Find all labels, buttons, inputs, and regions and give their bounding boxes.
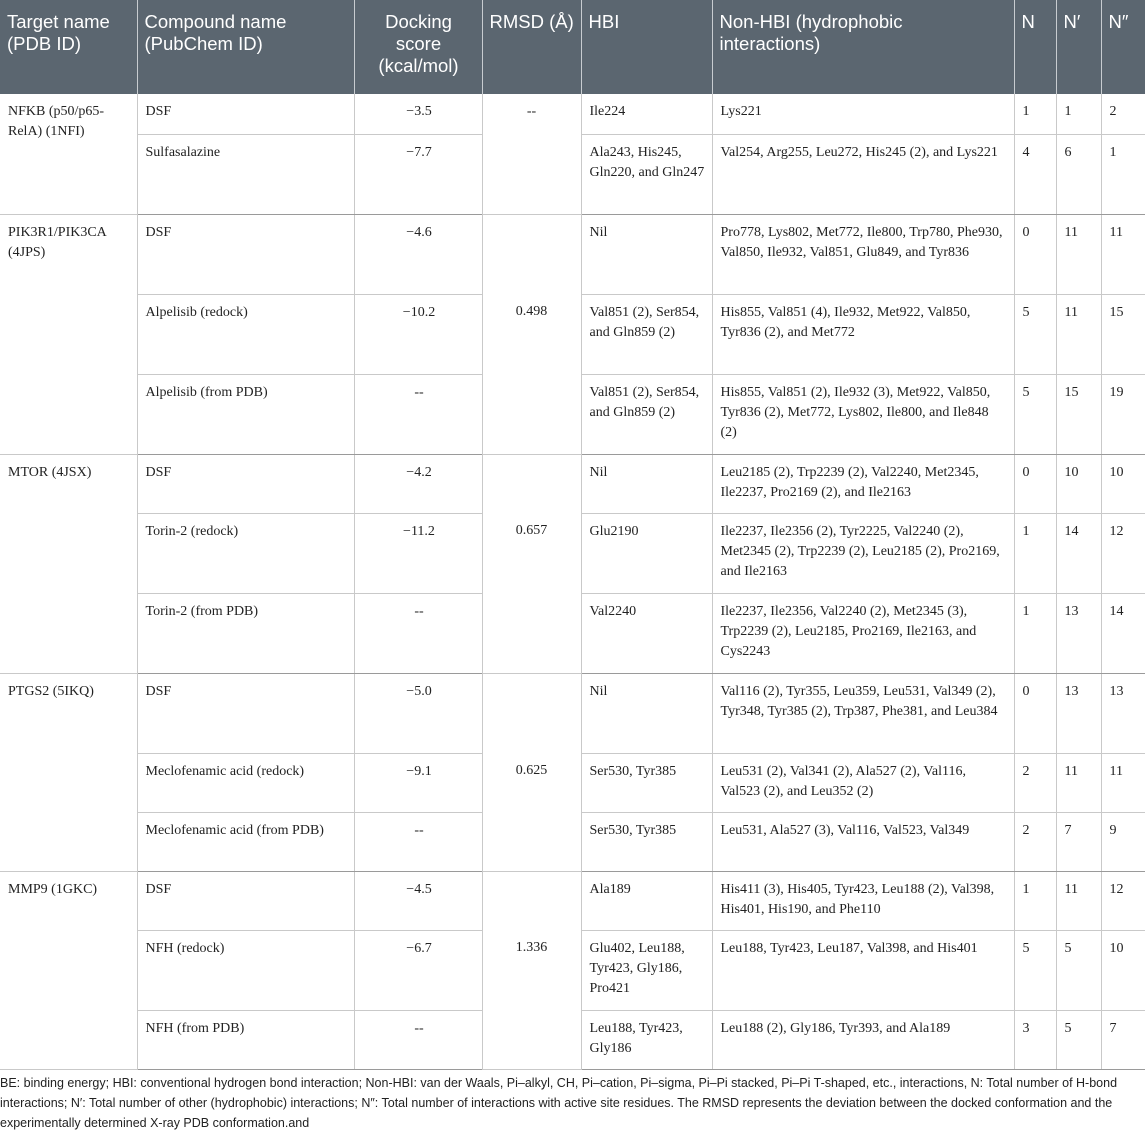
- n-double-prime-cell: 10: [1101, 454, 1145, 513]
- table-body: [0, 94, 1145, 1069]
- compound-cell: Torin-2 (from PDB): [137, 593, 354, 673]
- n-double-prime-cell: 9: [1101, 812, 1145, 871]
- compound-cell: Sulfasalazine: [137, 134, 354, 214]
- n-double-prime-cell: 13: [1101, 673, 1145, 753]
- n-prime-cell: 13: [1056, 673, 1101, 753]
- table-row: [0, 673, 1145, 753]
- header-rmsd: RMSD (Å): [482, 0, 581, 94]
- n-prime-cell: 11: [1056, 753, 1101, 812]
- compound-cell: DSF: [137, 214, 354, 294]
- non-hbi-cell: Val254, Arg255, Leu272, His245 (2), and Lys221: [712, 134, 1014, 214]
- n-prime-cell: 10: [1056, 454, 1101, 513]
- compound-cell: Alpelisib (from PDB): [137, 374, 354, 454]
- hbi-cell: Nil: [581, 214, 712, 294]
- target-name-cell: PTGS2 (5IKQ): [0, 673, 137, 871]
- hbi-cell: Ala243, His245, Gln220, and Gln247: [581, 134, 712, 214]
- n-prime-cell: 6: [1056, 134, 1101, 214]
- hbi-cell: Nil: [581, 673, 712, 753]
- n-double-prime-cell: 2: [1101, 94, 1145, 134]
- header-docking-score: Docking score (kcal/mol): [354, 0, 482, 94]
- score-cell: −3.5: [354, 94, 482, 134]
- target-name-cell: MTOR (4JSX): [0, 454, 137, 673]
- header-hbi: HBI: [581, 0, 712, 94]
- compound-cell: Meclofenamic acid (redock): [137, 753, 354, 812]
- n-double-prime-cell: 1: [1101, 134, 1145, 214]
- non-hbi-cell: His855, Val851 (2), Ile932 (3), Met922, Val850, Tyr836 (2), Met772, Lys802, Ile800, and Ile848 (2): [712, 374, 1014, 454]
- hbi-cell: Glu402, Leu188, Tyr423, Gly186, Pro421: [581, 930, 712, 1010]
- score-cell: --: [354, 1010, 482, 1069]
- table-row: [0, 871, 1145, 930]
- target-name-cell: MMP9 (1GKC): [0, 871, 137, 1069]
- hbi-cell: Glu2190: [581, 513, 712, 593]
- n-cell: 1: [1014, 94, 1056, 134]
- n-cell: 1: [1014, 593, 1056, 673]
- n-cell: 1: [1014, 871, 1056, 930]
- header-n: N: [1014, 0, 1056, 94]
- score-cell: −6.7: [354, 930, 482, 1010]
- n-double-prime-cell: 19: [1101, 374, 1145, 454]
- table-row: [0, 753, 1145, 812]
- n-double-prime-cell: 12: [1101, 871, 1145, 930]
- n-prime-cell: 14: [1056, 513, 1101, 593]
- table-row: [0, 930, 1145, 1010]
- n-double-prime-cell: 12: [1101, 513, 1145, 593]
- target-name-cell: NFKB (p50/p65-RelA) (1NFI): [0, 94, 137, 214]
- score-cell: −7.7: [354, 134, 482, 214]
- n-cell: 5: [1014, 294, 1056, 374]
- n-cell: 0: [1014, 214, 1056, 294]
- compound-cell: DSF: [137, 94, 354, 134]
- rmsd-cell: 0.498: [482, 294, 581, 454]
- n-prime-cell: 5: [1056, 1010, 1101, 1069]
- non-hbi-cell: Pro778, Lys802, Met772, Ile800, Trp780, Phe930, Val850, Ile932, Val851, Glu849, and Tyr836: [712, 214, 1014, 294]
- hbi-cell: Leu188, Tyr423, Gly186: [581, 1010, 712, 1069]
- n-cell: 0: [1014, 454, 1056, 513]
- non-hbi-cell: Leu531, Ala527 (3), Val116, Val523, Val349: [712, 812, 1014, 871]
- n-prime-cell: 5: [1056, 930, 1101, 1010]
- compound-cell: Meclofenamic acid (from PDB): [137, 812, 354, 871]
- score-cell: −4.2: [354, 454, 482, 513]
- compound-cell: Torin-2 (redock): [137, 513, 354, 593]
- compound-cell: DSF: [137, 871, 354, 930]
- target-name-cell: PIK3R1/PIK3CA (4JPS): [0, 214, 137, 454]
- compound-cell: Alpelisib (redock): [137, 294, 354, 374]
- n-prime-cell: 11: [1056, 294, 1101, 374]
- n-cell: 0: [1014, 673, 1056, 753]
- header-n-prime: N′: [1056, 0, 1101, 94]
- score-cell: −9.1: [354, 753, 482, 812]
- n-prime-cell: 1: [1056, 94, 1101, 134]
- n-double-prime-cell: 11: [1101, 753, 1145, 812]
- n-prime-cell: 15: [1056, 374, 1101, 454]
- header-non-hbi: Non-HBI (hydrophobic interactions): [712, 0, 1014, 94]
- score-cell: −4.5: [354, 871, 482, 930]
- rmsd-cell: 0.625: [482, 753, 581, 871]
- n-cell: 1: [1014, 513, 1056, 593]
- hbi-cell: Val2240: [581, 593, 712, 673]
- header-target: Target name (PDB ID): [0, 0, 137, 94]
- score-cell: --: [354, 593, 482, 673]
- header-row: [0, 0, 1145, 94]
- compound-cell: DSF: [137, 673, 354, 753]
- n-cell: 3: [1014, 1010, 1056, 1069]
- non-hbi-cell: Leu188 (2), Gly186, Tyr393, and Ala189: [712, 1010, 1014, 1069]
- non-hbi-cell: Leu2185 (2), Trp2239 (2), Val2240, Met2345, Ile2237, Pro2169 (2), and Ile2163: [712, 454, 1014, 513]
- rmsd-cell: --: [482, 94, 581, 214]
- n-cell: 2: [1014, 753, 1056, 812]
- table-row: [0, 214, 1145, 294]
- hbi-cell: Nil: [581, 454, 712, 513]
- table-footnote: BE: binding energy; HBI: conventional hydrogen bond interaction; Non-HBI: van der Waals, Pi–alkyl, CH, Pi–cation, Pi–sigma, Pi–Pi stacked, Pi–Pi T-shaped, etc., interactions, N: Total number of H-bond interactions; N′: Total number of other (hydrophobic) interactions; N″: Total number of interactions with active site residues. The RMSD represents the deviation between the docked conformation and the experimentally determined X-ray PDB conformation.and: [0, 1076, 1118, 1130]
- n-cell: 5: [1014, 930, 1056, 1010]
- score-cell: --: [354, 374, 482, 454]
- score-cell: −10.2: [354, 294, 482, 374]
- table-row: [0, 94, 1145, 134]
- rmsd-cell: [482, 214, 581, 294]
- score-cell: --: [354, 812, 482, 871]
- n-cell: 2: [1014, 812, 1056, 871]
- n-double-prime-cell: 11: [1101, 214, 1145, 294]
- hbi-cell: Ser530, Tyr385: [581, 812, 712, 871]
- hbi-cell: Ile224: [581, 94, 712, 134]
- score-cell: −5.0: [354, 673, 482, 753]
- non-hbi-cell: His855, Val851 (4), Ile932, Met922, Val850, Tyr836 (2), and Met772: [712, 294, 1014, 374]
- table-row: [0, 513, 1145, 593]
- n-double-prime-cell: 14: [1101, 593, 1145, 673]
- non-hbi-cell: Lys221: [712, 94, 1014, 134]
- score-cell: −11.2: [354, 513, 482, 593]
- n-cell: 4: [1014, 134, 1056, 214]
- non-hbi-cell: Ile2237, Ile2356 (2), Tyr2225, Val2240 (2), Met2345 (2), Trp2239 (2), Leu2185 (2), Pro2169, and Ile2163: [712, 513, 1014, 593]
- hbi-cell: Val851 (2), Ser854, and Gln859 (2): [581, 374, 712, 454]
- compound-cell: DSF: [137, 454, 354, 513]
- non-hbi-cell: Leu531 (2), Val341 (2), Ala527 (2), Val116, Val523 (2), and Leu352 (2): [712, 753, 1014, 812]
- non-hbi-cell: Ile2237, Ile2356, Val2240 (2), Met2345 (3), Trp2239 (2), Leu2185, Pro2169, Ile2163, and Cys2243: [712, 593, 1014, 673]
- n-prime-cell: 13: [1056, 593, 1101, 673]
- n-prime-cell: 11: [1056, 871, 1101, 930]
- score-cell: −4.6: [354, 214, 482, 294]
- non-hbi-cell: His411 (3), His405, Tyr423, Leu188 (2), Val398, His401, His190, and Phe110: [712, 871, 1014, 930]
- table-row: [0, 294, 1145, 374]
- table-row: [0, 454, 1145, 513]
- non-hbi-cell: Val116 (2), Tyr355, Leu359, Leu531, Val349 (2), Tyr348, Tyr385 (2), Trp387, Phe381, and Leu384: [712, 673, 1014, 753]
- compound-cell: NFH (from PDB): [137, 1010, 354, 1069]
- n-prime-cell: 11: [1056, 214, 1101, 294]
- rmsd-cell: [482, 871, 581, 930]
- header-n-double-prime: N″: [1101, 0, 1145, 94]
- n-double-prime-cell: 10: [1101, 930, 1145, 1010]
- n-prime-cell: 7: [1056, 812, 1101, 871]
- rmsd-cell: 0.657: [482, 513, 581, 673]
- compound-cell: NFH (redock): [137, 930, 354, 1010]
- n-cell: 5: [1014, 374, 1056, 454]
- rmsd-cell: [482, 673, 581, 753]
- hbi-cell: Val851 (2), Ser854, and Gln859 (2): [581, 294, 712, 374]
- hbi-cell: Ser530, Tyr385: [581, 753, 712, 812]
- rmsd-cell: 1.336: [482, 930, 581, 1069]
- header-compound: Compound name (PubChem ID): [137, 0, 354, 94]
- n-double-prime-cell: 15: [1101, 294, 1145, 374]
- n-double-prime-cell: 7: [1101, 1010, 1145, 1069]
- non-hbi-cell: Leu188, Tyr423, Leu187, Val398, and His401: [712, 930, 1014, 1010]
- rmsd-cell: [482, 454, 581, 513]
- hbi-cell: Ala189: [581, 871, 712, 930]
